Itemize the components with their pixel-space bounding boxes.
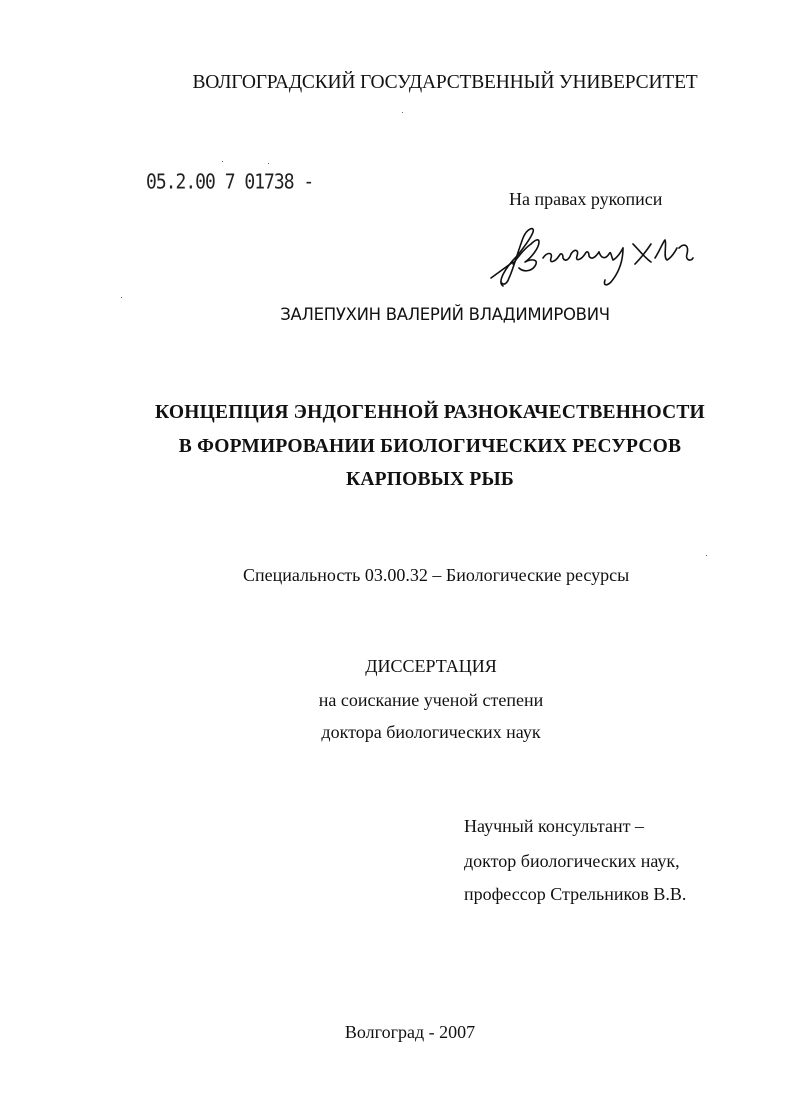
scan-speck [222, 161, 223, 162]
scan-speck [121, 297, 122, 298]
consultant-degree: доктор биологических наук, [464, 851, 680, 871]
rights-note: На правах рукописи [509, 189, 663, 209]
scan-speck [268, 163, 269, 164]
library-stamp: 05.2.00 7 01738 - [146, 170, 314, 195]
scan-speck [402, 112, 403, 113]
consultant-name: профессор Стрельников В.В. [464, 884, 687, 904]
specialty-line: Специальность 03.00.32 – Биологические ресурсы [243, 565, 630, 585]
dissertation-degree-line-2: доктора биологических наук [321, 722, 541, 742]
city-year: Волгоград - 2007 [344, 1022, 476, 1042]
title-line-1: КОНЦЕПЦИЯ ЭНДОГЕННОЙ РАЗНОКАЧЕСТВЕННОСТИ [155, 402, 705, 423]
consultant-label: Научный консультант – [464, 816, 644, 836]
signature-image [483, 218, 713, 290]
dissertation-heading: ДИССЕРТАЦИЯ [365, 656, 497, 676]
author-name: ЗАЛЕПУХИН ВАЛЕРИЙ ВЛАДИМИРОВИЧ [280, 305, 610, 324]
title-line-2: В ФОРМИРОВАНИИ БИОЛОГИЧЕСКИХ РЕСУРСОВ [178, 436, 682, 457]
scan-speck [706, 555, 707, 556]
dissertation-degree-line-1: на соискание ученой степени [318, 690, 544, 710]
university-name: ВОЛГОГРАДСКИЙ ГОСУДАРСТВЕННЫЙ УНИВЕРСИТЕТ [192, 72, 698, 93]
title-line-3: КАРПОВЫХ РЫБ [346, 469, 514, 490]
